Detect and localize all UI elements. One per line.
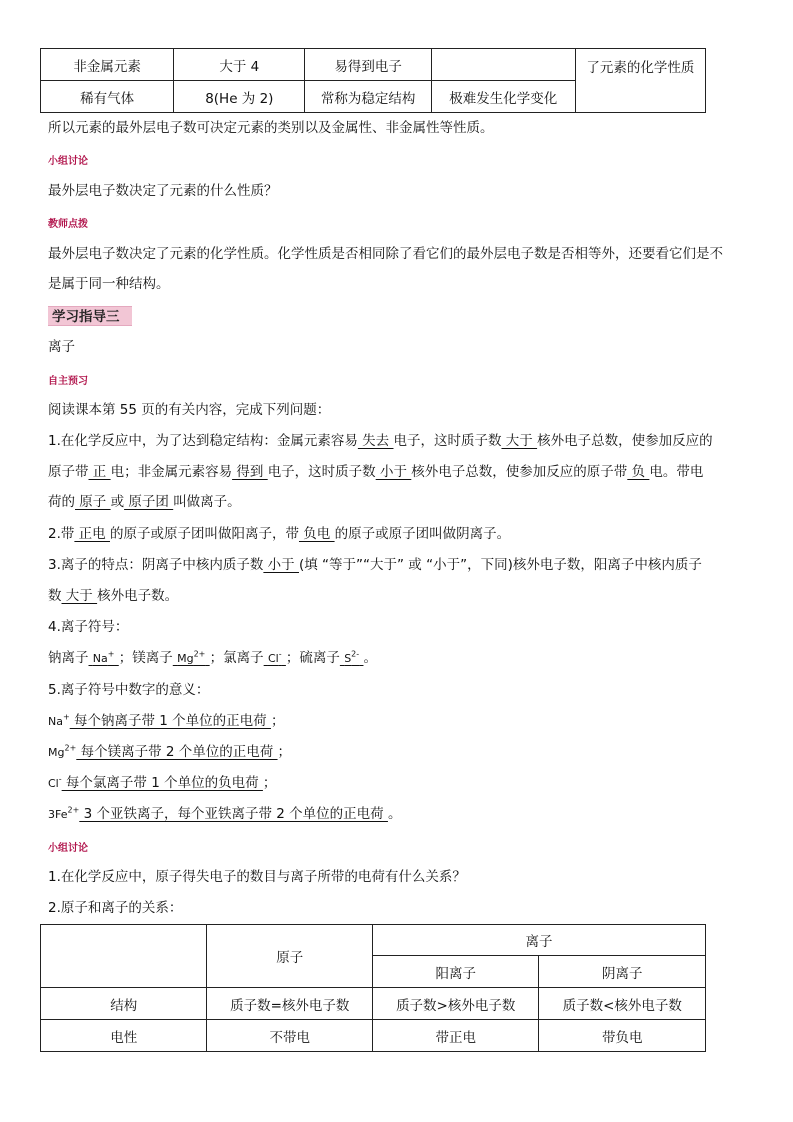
discussion2-question-2: 2.原子和离子的关系：: [48, 900, 183, 916]
summary-paragraph: 所以元素的最外层电子数可决定元素的类别以及金属性、非金属性等性质。: [48, 120, 494, 136]
q5-row-mg: $Mg^{2+}$ 每个镁离子带 2 个单位的正电荷 ；: [48, 743, 292, 760]
q3-line-2: 数 大于 核外电子数。: [48, 588, 179, 604]
cell-gt4: 大于 4: [174, 49, 305, 81]
discussion2-question-1: 1.在化学反应中，原子得失电子的数目与离子所带的电荷有什么关系？: [48, 869, 466, 885]
q1-line-1: 1.在化学反应中，为了达到稳定结构：金属元素容易 失去 电子，这时质子数 大于 核外电子总数，使参加反应的: [48, 433, 713, 449]
blank-negative: 负: [627, 464, 650, 480]
top-table: [40, 48, 706, 113]
cell-stable: 常称为稳定结构: [305, 81, 431, 113]
ion-na: Na+: [92, 649, 115, 665]
cell-anion-charge: 带负电: [539, 1020, 706, 1052]
header-atom: 原子: [207, 925, 373, 988]
cell-nonmetal: 非金属元素: [41, 49, 174, 81]
cell-noble-gas: 稀有气体: [41, 81, 174, 113]
read-instruction: 阅读课本第 55 页的有关内容，完成下列问题：: [48, 402, 331, 418]
blank-group: 原子团: [124, 494, 174, 510]
teacher-line-2: 是属于同一种结构。: [48, 276, 170, 292]
discussion-question-1: 最外层电子数决定了元素的什么性质？: [48, 183, 278, 199]
cell-empty: [431, 49, 575, 81]
blank-atom: 原子: [75, 494, 111, 510]
header-ion: 离子: [372, 925, 705, 956]
q4-symbols: 钠离子 Na+ ；镁离子 $Mg^{2+}$ ；氯离子 Cl- ；硫离子 $S^{2-}$ 。: [48, 649, 377, 666]
blank-gain: 得到: [232, 464, 268, 480]
preview-label: 自主预习: [48, 376, 88, 387]
header-cation: 阳离子: [372, 956, 538, 988]
cell-anion-structure: 质子数<核外电子数: [539, 988, 706, 1020]
q3-line-1: 3.离子的特点：阴离子中核内质子数 小于 (填 “等于”“大于” 或 “小于”，下同)核外电子数，阳离子中核内质子: [48, 557, 702, 573]
teacher-line-1: 最外层电子数决定了元素的化学性质。化学性质是否相同除了看它们的最外层电子数是否相等外，还要看它们是不: [48, 246, 723, 262]
discussion-label-2: 小组讨论: [48, 843, 88, 854]
blank-neg-charge: 负电: [298, 526, 335, 542]
cell-eight: 8(He 为 2): [174, 81, 305, 113]
q2-line: 2.带 正电 的原子或原子团叫做阳离子，带 负电 的原子或原子团叫做阴离子。: [48, 526, 511, 542]
cell-atom-structure: 质子数=核外电子数: [207, 988, 373, 1020]
blank-cation-greater: 大于: [61, 588, 98, 604]
blank-lose: 失去: [357, 433, 394, 449]
cell-cation-charge: 带正电: [372, 1020, 538, 1052]
q1-line-3: 荷的 原子 或 原子团 叫做离子。: [48, 494, 241, 510]
q4-title: 4.离子符号：: [48, 619, 129, 635]
q5-title: 5.离子符号中数字的意义：: [48, 682, 210, 698]
ion-cl: Cl-: [267, 649, 282, 665]
ion-s: $S^{2-}$: [344, 649, 360, 665]
blank-anion-less: 小于: [263, 557, 299, 573]
atom-ion-table: [40, 924, 706, 1052]
cell-chem-property: 了元素的化学性质: [575, 49, 705, 113]
section-3-subtitle: 离子: [48, 339, 75, 355]
section-3-title: 学习指导三: [48, 306, 132, 326]
blank-greater: 大于: [501, 433, 538, 449]
row-charge-label: 电性: [41, 1020, 207, 1052]
q1-line-2: 原子带 正 电；非金属元素容易 得到 电子，这时质子数 小于 核外电子总数，使参加反应的原子带 负 电。带电: [48, 464, 704, 480]
q5-row-fe: $3Fe^{2+}$ 3 个亚铁离子，每个亚铁离子带 2 个单位的正电荷 。: [48, 805, 402, 822]
cell-cation-structure: 质子数>核外电子数: [372, 988, 538, 1020]
q5-row-na: Na+ 每个钠离子带 1 个单位的正电荷 ；: [48, 712, 285, 729]
cell-gain-electron: 易得到电子: [305, 49, 431, 81]
table-corner: [41, 925, 207, 988]
blank-less: 小于: [375, 464, 412, 480]
cell-hard-change: 极难发生化学变化: [431, 81, 575, 113]
blank-positive: 正: [88, 464, 111, 480]
discussion-label-1: 小组讨论: [48, 156, 88, 167]
blank-pos-charge: 正电: [74, 526, 110, 542]
teacher-label: 教师点拨: [48, 219, 88, 230]
header-anion: 阴离子: [539, 956, 706, 988]
ion-mg: $Mg^{2+}$: [177, 649, 206, 665]
q5-row-cl: Cl- 每个氯离子带 1 个单位的负电荷 ；: [48, 774, 277, 791]
cell-atom-charge: 不带电: [207, 1020, 373, 1052]
row-structure-label: 结构: [41, 988, 207, 1020]
